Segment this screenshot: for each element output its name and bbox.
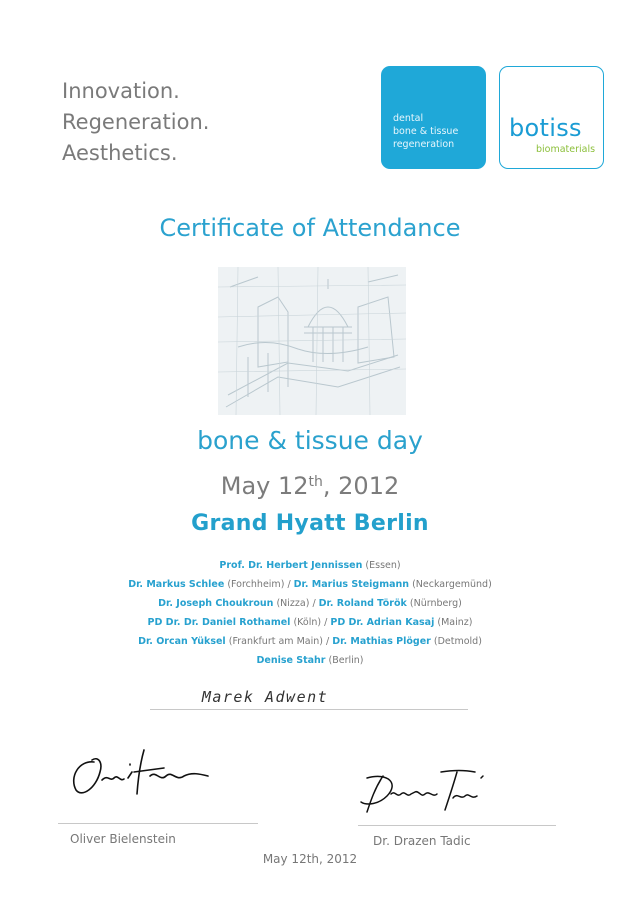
speaker-name: Dr. Joseph Choukroun <box>158 598 274 609</box>
speaker-list <box>0 556 620 670</box>
event-venue: Grand Hyatt Berlin <box>191 511 429 536</box>
speaker-location: (Detmold) <box>433 636 482 647</box>
event-date-prefix: May 12 <box>220 472 309 500</box>
speaker-row: Dr. Joseph Choukroun (Nizza) / Dr. Roland Török (Nürnberg) <box>158 598 462 609</box>
logo-dental-line-1: dental <box>393 113 424 124</box>
speaker-name: Prof. Dr. Herbert Jennissen <box>219 560 363 571</box>
speaker-location: (Frankfurt am Main) <box>228 636 323 647</box>
signature-left-image <box>64 742 214 802</box>
tagline-line-2: Regeneration. <box>62 110 210 134</box>
speaker-location: (Essen) <box>365 560 401 571</box>
speaker-row <box>0 651 620 670</box>
signer-left-name: Oliver Bielenstein <box>70 832 176 846</box>
speaker-location: (Nürnberg) <box>409 598 462 609</box>
speaker-name: Dr. Markus Schlee <box>128 579 225 590</box>
speaker-name: Dr. Orcan Yüksel <box>138 636 226 647</box>
logo-botiss-box <box>499 66 604 169</box>
speaker-location: (Nizza) <box>276 598 310 609</box>
speaker-row: Dr. Markus Schlee (Forchheim) / Dr. Marius Steigmann (Neckargemünd) <box>128 579 492 590</box>
speaker-name: Dr. Marius Steigmann <box>293 579 410 590</box>
speaker-name: PD Dr. Adrian Kasaj <box>330 617 435 628</box>
signature-line-right <box>358 825 556 826</box>
speaker-row: PD Dr. Dr. Daniel Rothamel (Köln) / PD Dr. Adrian Kasaj (Mainz) <box>147 617 473 628</box>
speaker-name: Denise Stahr <box>256 655 326 666</box>
logo-dental-box <box>381 66 486 169</box>
issue-date: May 12th, 2012 <box>262 852 358 866</box>
attendee-line <box>150 709 468 710</box>
speaker-location: (Mainz) <box>437 617 473 628</box>
attendee-name: Marek Adwent <box>201 688 329 706</box>
event-date-suffix: th <box>308 474 323 490</box>
speaker-location: (Köln) <box>293 617 322 628</box>
logo-brand-sub: biomaterials <box>536 144 596 155</box>
signature-right-image <box>353 768 493 818</box>
speaker-location: (Forchheim) <box>227 579 285 590</box>
signature-line-left <box>58 823 258 824</box>
speaker-row: Dr. Orcan Yüksel (Frankfurt am Main) / Dr. Mathias Plöger (Detmold) <box>138 636 482 647</box>
speaker-row <box>0 556 620 575</box>
signer-right-name: Dr. Drazen Tadic <box>373 834 471 848</box>
logo-brand: botiss <box>509 114 582 142</box>
certificate-title: Certificate of Attendance <box>159 214 461 242</box>
speaker-name: Dr. Mathias Plöger <box>332 636 431 647</box>
speaker-location: (Neckargemünd) <box>412 579 492 590</box>
event-date <box>0 470 620 502</box>
speaker-name: Dr. Roland Török <box>318 598 407 609</box>
tagline <box>62 76 209 169</box>
speaker-location: (Berlin) <box>328 655 364 666</box>
speaker-name: PD Dr. Dr. Daniel Rothamel <box>147 617 291 628</box>
berlin-sketch-image <box>218 267 406 415</box>
tagline-line-3: Aesthetics. <box>62 141 178 165</box>
event-date-year: , 2012 <box>322 472 400 500</box>
logo-dental-line-2: bone & tissue <box>393 126 459 137</box>
logo-dental-line-3: regeneration <box>393 139 455 150</box>
tagline-line-1: Innovation. <box>62 79 180 103</box>
event-name: bone & tissue day <box>197 426 423 455</box>
